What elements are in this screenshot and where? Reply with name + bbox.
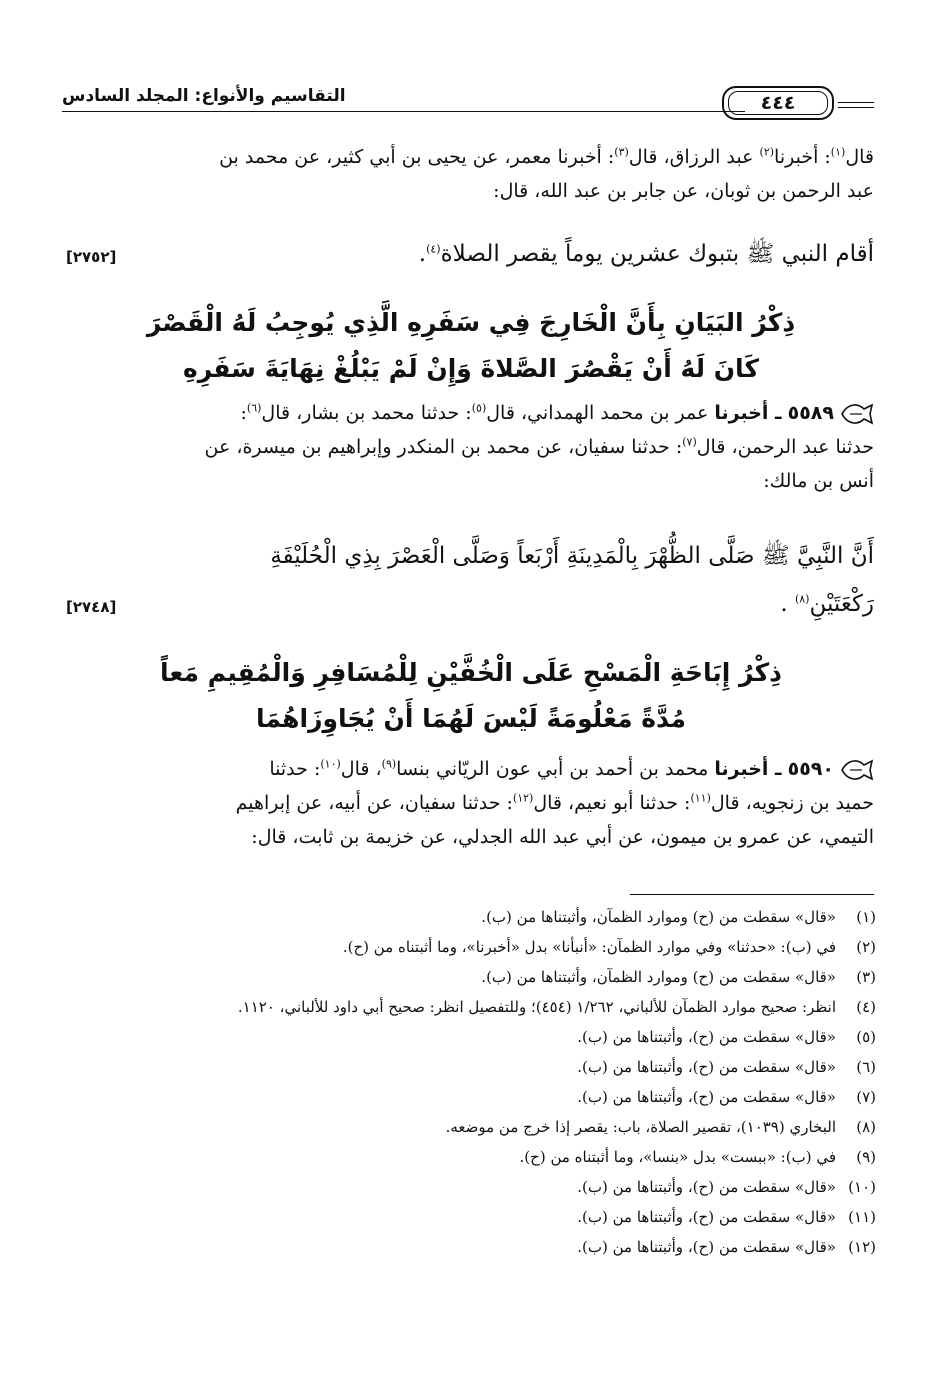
- isnad-line: [68, 786, 874, 820]
- header-rule-short-lower: [838, 107, 874, 108]
- text-span: .: [780, 591, 795, 617]
- header-rule-short: [838, 102, 874, 103]
- footnote-text: «قال» سقطت من (ح) وموارد الظمآن، وأثبتناها من (ب).: [481, 908, 836, 926]
- footnote: [68, 1052, 876, 1082]
- akhbarana-label: ـ أخبرنا: [714, 758, 782, 780]
- hadith-reference: [٢٧٤٨]: [66, 598, 117, 616]
- footnote: [68, 902, 876, 932]
- footnote-number: (١): [856, 908, 876, 926]
- heading-line: ذِكْرُ إِبَاحَةِ الْمَسْحِ عَلَى الْخُفَّيْنِ لِلْمُسَافِرِ وَالْمُقِيمِ مَعاً: [160, 658, 782, 687]
- akhbarana-label: ـ أخبرنا: [714, 402, 782, 424]
- text-span: : حدثنا: [269, 758, 321, 780]
- isnad-block-1: [68, 140, 874, 208]
- footnote-text: «قال» سقطت من (ح)، وأثبتناها من (ب).: [577, 1088, 836, 1106]
- heading-line: مُدَّةً مَعْلُومَةً لَيْسَ لَهُمَا أَنْ يُجَاوِزَاهُمَا: [256, 704, 686, 733]
- isnad-line: التيمي، عن عمرو بن ميمون، عن أبي عبد الله الجدلي، عن خزيمة بن ثابت، قال:: [251, 826, 874, 848]
- footnote-marker: (١١): [690, 791, 711, 805]
- text-span: قال: [845, 146, 874, 168]
- hadith-ornament-icon: [840, 757, 874, 783]
- footnote-marker: (١٢): [512, 791, 534, 805]
- matn-1: [68, 230, 874, 278]
- footnote-number: (٢): [856, 938, 876, 956]
- footnote-marker: (١): [830, 145, 846, 159]
- matn-text: أقام النبي ﷺ بتبوك عشرين يوماً يقصر الصلاة: [440, 241, 874, 267]
- chapter-heading-1: [68, 300, 874, 392]
- hadith-number: ٥٥٨٩: [787, 402, 834, 424]
- footnotes: [68, 902, 876, 1262]
- footnote-marker: (٣): [614, 145, 629, 159]
- footnote-number: (٦): [856, 1058, 876, 1076]
- footnote-number: (٣): [856, 968, 876, 986]
- text-span: : أخبرنا معمر، عن يحيى بن أبي كثير، عن محمد بن: [219, 146, 615, 168]
- text-span: : حدثنا أبو نعيم، قال: [533, 792, 691, 814]
- footnote-text: انظر: صحيح موارد الظمآن للألباني، ١/٢٦٢ (٤٥٤)؛ وللتفصيل انظر: صحيح أبي داود للألباني، ١١٢٠.: [237, 998, 836, 1016]
- footnote-marker: (٦): [246, 401, 262, 415]
- footnote-separator: [630, 894, 874, 895]
- hadith-reference: [٢٧٥٢]: [66, 248, 117, 266]
- footnote-marker: (١٠): [320, 757, 341, 771]
- heading-line: كَانَ لَهُ أَنْ يَقْصُرَ الصَّلاةَ وَإِنْ لَمْ يَبْلُغْ نِهَايَةَ سَفَرِهِ: [183, 354, 759, 383]
- footnote-text: البخاري (١٠٣٩)، تقصير الصلاة، باب: يقصر إذا خرج من موضعه.: [445, 1118, 836, 1136]
- footnote-number: (٨): [856, 1118, 876, 1136]
- footnote-number: (٥): [856, 1028, 876, 1046]
- isnad-line: [68, 140, 874, 174]
- chapter-heading-2: [68, 650, 874, 742]
- hadith-ornament-icon: [840, 401, 874, 427]
- text-span: : حدثنا سفيان، عن أبيه، عن إبراهيم: [235, 792, 513, 814]
- text-span: : حدثنا سفيان، عن محمد بن المنكدر وإبراهيم بن ميسرة، عن: [204, 436, 683, 458]
- isnad-line: عبد الرحمن بن ثوبان، عن جابر بن عبد الله، قال:: [493, 180, 874, 202]
- footnote-number: (١٢): [848, 1238, 876, 1256]
- footnote-text: «قال» سقطت من (ح)، وأثبتناها من (ب).: [577, 1208, 836, 1226]
- footnote-number: (١١): [848, 1208, 876, 1226]
- running-title: التقاسيم والأنواع: المجلد السادس: [62, 86, 346, 106]
- footnote-number: (٩): [856, 1148, 876, 1166]
- footnote: [68, 1022, 876, 1052]
- footnote: [68, 1112, 876, 1142]
- isnad-line: [68, 396, 874, 430]
- hadith-number: ٥٥٩٠: [787, 758, 834, 780]
- text-span: ، قال: [340, 758, 382, 780]
- footnote-text: «قال» سقطت من (ح)، وأثبتناها من (ب).: [577, 1028, 836, 1046]
- footnote: [68, 1202, 876, 1232]
- footnote-number: (٤): [856, 998, 876, 1016]
- footnote-text: «قال» سقطت من (ح) وموارد الظمآن، وأثبتناها من (ب).: [481, 968, 836, 986]
- text-span: : حدثنا محمد بن بشار، قال: [261, 402, 472, 424]
- footnote: [68, 992, 876, 1022]
- hadith-5590: [68, 752, 874, 854]
- footnote-marker: (٧): [682, 435, 697, 449]
- text-span: :: [240, 402, 247, 424]
- footnote-marker: (٩): [381, 757, 397, 771]
- matn-5589: [68, 532, 874, 628]
- footnote: [68, 1142, 876, 1172]
- footnote-number: (٧): [856, 1088, 876, 1106]
- footnote-text: «قال» سقطت من (ح)، وأثبتناها من (ب).: [577, 1238, 836, 1256]
- footnote-text: في (ب): «حدثنا» وفي موارد الظمآن: «أنبأنا» بدل «أخبرنا»، وما أثبتناه من (ح).: [342, 938, 836, 956]
- text-span: حدثنا عبد الرحمن، قال: [696, 436, 874, 458]
- hadith-5589: [68, 396, 874, 498]
- header-rule: [62, 111, 745, 112]
- footnote: [68, 932, 876, 962]
- isnad-line: أنس بن مالك:: [763, 470, 874, 492]
- footnote-number: (١٠): [848, 1178, 876, 1196]
- footnote: [68, 962, 876, 992]
- heading-line: ذِكْرُ البَيَانِ بِأَنَّ الْخَارِجَ فِي سَفَرِهِ الَّذِي يُوجِبُ لَهُ الْقَصْرَ: [146, 308, 796, 337]
- page-number: ٤٤٤: [722, 86, 834, 120]
- footnote: [68, 1232, 876, 1262]
- footnote-text: «قال» سقطت من (ح)، وأثبتناها من (ب).: [577, 1178, 836, 1196]
- footnote: [68, 1172, 876, 1202]
- isnad-line: [68, 752, 874, 786]
- text-span: عمر بن محمد الهمداني، قال: [486, 402, 715, 424]
- footnote-text: «قال» سقطت من (ح)، وأثبتناها من (ب).: [577, 1058, 836, 1076]
- isnad-line: [68, 430, 874, 464]
- text-span: : أخبرنا: [774, 146, 831, 168]
- text-span: رَكْعَتَيْنِ: [809, 591, 874, 617]
- text-span: محمد بن أحمد بن أبي عون الريّاني بنسا: [396, 758, 715, 780]
- footnote: [68, 1082, 876, 1112]
- matn-line: أَنَّ النَّبِيَّ ﷺ صَلَّى الظُّهْرَ بِالْمَدِينَةِ أَرْبَعاً وَصَلَّى الْعَصْرَ بِذِي الْحُلَيْفَةِ: [270, 543, 874, 569]
- footnote-marker: (٤): [426, 242, 441, 256]
- footnote-text: في (ب): «ببست» بدل «بنسا»، وما أثبتناه من (ح).: [519, 1148, 836, 1166]
- text-span: حميد بن زنجويه، قال: [710, 792, 874, 814]
- text-span: .: [418, 241, 427, 267]
- footnote-marker: (٨): [794, 592, 810, 606]
- footnote-marker: (٢): [759, 145, 775, 159]
- matn-line: [68, 580, 874, 628]
- footnote-marker: (٥): [471, 401, 487, 415]
- text-span: عبد الرزاق، قال: [628, 146, 760, 168]
